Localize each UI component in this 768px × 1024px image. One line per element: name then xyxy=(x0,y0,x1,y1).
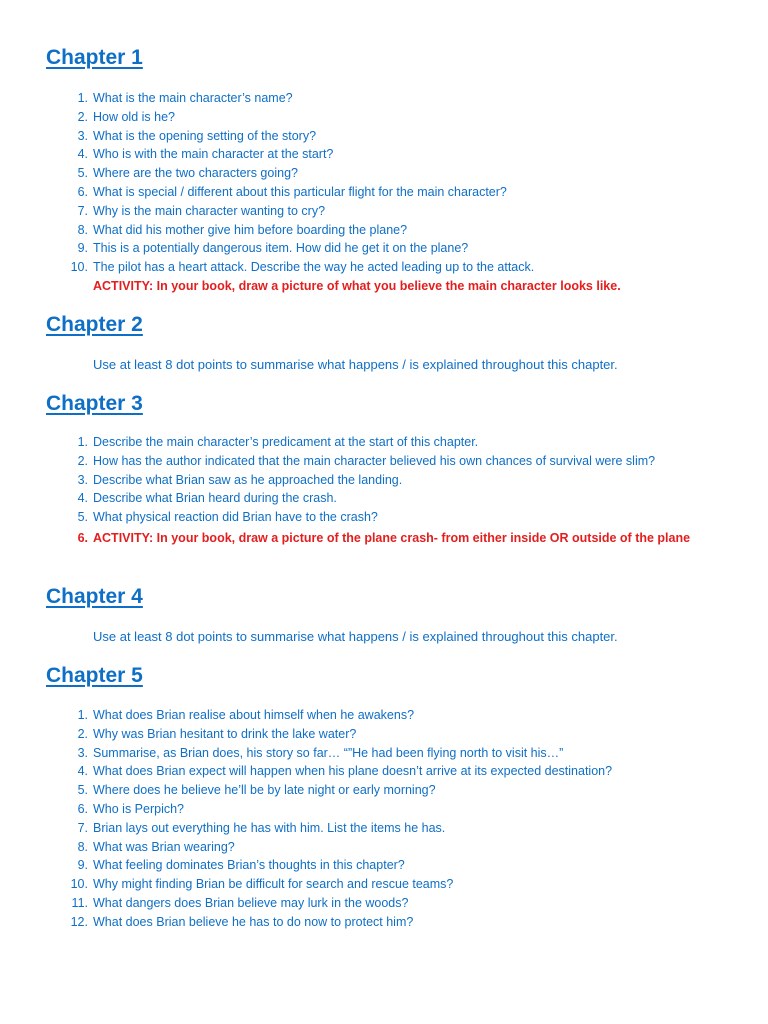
question-number: 4. xyxy=(77,491,88,506)
chapter-5-questions xyxy=(0,706,768,932)
question-text: The pilot has a heart attack. Describe the way he acted leading up to the attack. xyxy=(93,260,535,275)
question-number: 8. xyxy=(77,839,88,854)
question-number: 7. xyxy=(77,820,88,835)
question-item xyxy=(0,838,768,857)
question-text: Summarise, as Brian does, his story so far… “”He had been flying north to visit his…” xyxy=(93,745,564,760)
question-text: Who is Perpich? xyxy=(93,801,185,816)
chapter-4-summary: Use at least 8 dot points to summarise what happens / is explained throughout this chapter. xyxy=(93,629,618,644)
question-number: 9. xyxy=(77,241,88,256)
chapter-1-activity: ACTIVITY: In your book, draw a picture of what you believe the main character looks like. xyxy=(93,279,621,293)
chapter-1-heading: Chapter 1 xyxy=(46,46,143,69)
question-text: Why is the main character wanting to cry? xyxy=(93,203,326,218)
question-number: 8. xyxy=(77,222,88,237)
question-number: 4. xyxy=(77,764,88,779)
question-text: Describe what Brian saw as he approached the landing. xyxy=(93,472,403,487)
question-item xyxy=(0,706,768,725)
chapter-5-heading: Chapter 5 xyxy=(46,664,143,687)
chapter-1-questions xyxy=(0,89,768,277)
question-text: What dangers does Brian believe may lurk in the woods? xyxy=(93,895,409,910)
question-text: What did his mother give him before boarding the plane? xyxy=(93,222,408,237)
question-item xyxy=(0,471,768,490)
question-number: 10. xyxy=(70,260,88,275)
question-item xyxy=(0,894,768,913)
question-number: 1. xyxy=(77,91,88,105)
question-item xyxy=(0,183,768,202)
chapter-2-summary: Use at least 8 dot points to summarise what happens / is explained throughout this chapter. xyxy=(93,357,618,372)
question-number: 11. xyxy=(71,895,88,910)
question-number: 5. xyxy=(77,166,88,181)
question-number: 5. xyxy=(77,783,88,798)
chapter-3-activity: ACTIVITY: In your book, draw a picture of the plane crash- from either inside OR outside of the plane xyxy=(93,531,691,545)
question-number: 6. xyxy=(77,801,88,816)
question-item xyxy=(0,164,768,183)
question-text: What was Brian wearing? xyxy=(93,839,235,854)
question-item xyxy=(0,800,768,819)
question-number: 1. xyxy=(77,708,88,722)
question-number: 7. xyxy=(77,203,88,218)
question-item xyxy=(0,856,768,875)
question-text: What feeling dominates Brian’s thoughts in this chapter? xyxy=(93,858,405,873)
question-item xyxy=(0,221,768,240)
question-item xyxy=(0,913,768,932)
question-item xyxy=(0,819,768,838)
question-text: Where does he believe he’ll be by late night or early morning? xyxy=(93,783,436,798)
question-number: 4. xyxy=(77,147,88,162)
question-text: This is a potentially dangerous item. How did he get it on the plane? xyxy=(93,241,469,256)
question-number: 12. xyxy=(70,914,88,929)
question-number: 5. xyxy=(77,510,88,525)
question-text: What does Brian believe he has to do now to protect him? xyxy=(93,914,414,929)
chapter-3-heading: Chapter 3 xyxy=(46,392,143,415)
question-item xyxy=(0,127,768,146)
chapter-2-heading: Chapter 2 xyxy=(46,313,143,336)
question-number: 1. xyxy=(77,435,88,449)
question-number: 9. xyxy=(77,858,88,873)
question-number: 3. xyxy=(77,745,88,760)
question-text: Who is with the main character at the start? xyxy=(93,147,334,162)
question-number: 3. xyxy=(77,472,88,487)
question-text: What is special / different about this particular flight for the main character? xyxy=(93,184,507,199)
question-text: What does Brian expect will happen when his plane doesn’t arrive at its expected destination? xyxy=(93,764,613,779)
question-item xyxy=(0,89,768,108)
chapter-3-activity-number: 6. xyxy=(77,531,88,545)
question-text: Describe the main character’s predicament at the start of this chapter. xyxy=(93,435,479,449)
question-item xyxy=(0,508,768,527)
question-item xyxy=(0,725,768,744)
question-text: What is the opening setting of the story? xyxy=(93,128,317,143)
question-item xyxy=(0,452,768,471)
question-item xyxy=(0,489,768,508)
question-text: Why was Brian hesitant to drink the lake water? xyxy=(93,726,357,741)
question-item xyxy=(0,433,768,452)
question-text: Why might finding Brian be difficult for search and rescue teams? xyxy=(93,877,454,892)
question-number: 3. xyxy=(77,128,88,143)
question-item xyxy=(0,202,768,221)
question-text: How has the author indicated that the main character believed his own chances of survival were slim? xyxy=(93,453,656,468)
chapter-3-questions xyxy=(0,433,768,527)
question-text: Where are the two characters going? xyxy=(93,166,298,181)
question-item xyxy=(0,744,768,763)
question-number: 6. xyxy=(77,184,88,199)
question-number: 2. xyxy=(77,453,88,468)
question-item xyxy=(0,239,768,258)
question-item xyxy=(0,762,768,781)
question-text: Brian lays out everything he has with him. List the items he has. xyxy=(93,820,446,835)
question-item xyxy=(0,781,768,800)
question-number: 10. xyxy=(70,877,88,892)
question-text: What does Brian realise about himself when he awakens? xyxy=(93,708,415,722)
question-item xyxy=(0,145,768,164)
question-text: Describe what Brian heard during the crash. xyxy=(93,491,337,506)
question-number: 2. xyxy=(77,109,88,124)
question-number: 2. xyxy=(77,726,88,741)
question-text: How old is he? xyxy=(93,109,175,124)
question-item xyxy=(0,258,768,277)
chapter-4-heading: Chapter 4 xyxy=(46,585,143,608)
question-text: What is the main character’s name? xyxy=(93,91,293,105)
question-text: What physical reaction did Brian have to the crash? xyxy=(93,510,378,525)
chapter-3-activity-item xyxy=(0,528,768,548)
question-item xyxy=(0,875,768,894)
question-item xyxy=(0,108,768,127)
